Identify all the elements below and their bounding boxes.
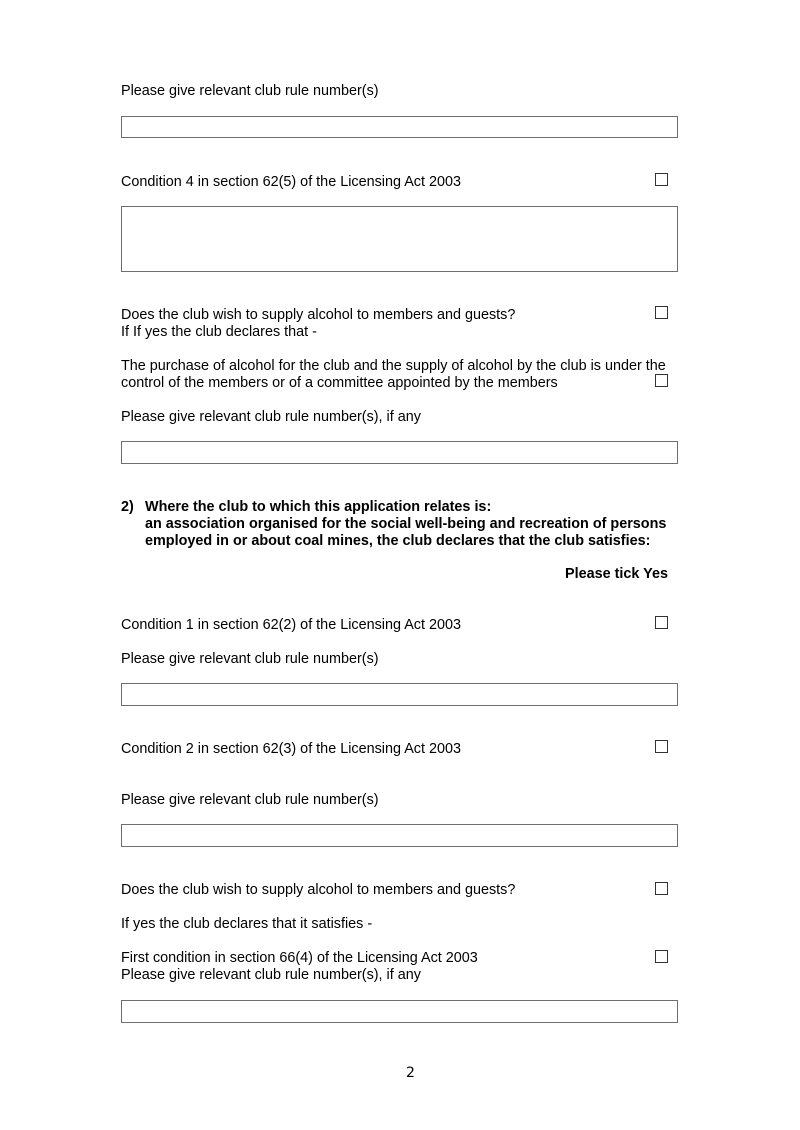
rule-number-field[interactable] bbox=[121, 116, 678, 138]
first-condition-rule-field[interactable] bbox=[121, 1000, 678, 1023]
first-condition-label: First condition in section 66(4) of the Licensing Act 2003 bbox=[121, 950, 478, 966]
purchase-control-line-1: The purchase of alcohol for the club and the supply of alcohol by the club is under the bbox=[121, 358, 666, 374]
condition-2-label: Condition 2 in section 62(3) of the Licensing Act 2003 bbox=[121, 741, 461, 757]
condition-1-rule-field[interactable] bbox=[121, 683, 678, 706]
supply-alcohol-question-2: Does the club wish to supply alcohol to members and guests? bbox=[121, 882, 516, 898]
section-2-heading-line-2: an association organised for the social well-being and recreation of persons bbox=[145, 516, 667, 532]
supply-alcohol-checkbox-2[interactable] bbox=[655, 882, 668, 895]
condition-2-rule-prompt: Please give relevant club rule number(s) bbox=[121, 792, 379, 808]
please-tick-yes-label: Please tick Yes bbox=[565, 566, 668, 582]
purchase-control-checkbox[interactable] bbox=[655, 374, 668, 387]
condition-4-checkbox[interactable] bbox=[655, 173, 668, 186]
condition-4-text-area[interactable] bbox=[121, 206, 678, 272]
condition-1-rule-prompt: Please give relevant club rule number(s) bbox=[121, 651, 379, 667]
rule-number-prompt: Please give relevant club rule number(s) bbox=[121, 83, 379, 99]
supply-alcohol-followup-2: If yes the club declares that it satisfies - bbox=[121, 916, 373, 932]
rule-number-prompt-if-any: Please give relevant club rule number(s), if any bbox=[121, 409, 421, 425]
page-number: 2 bbox=[406, 1065, 415, 1081]
condition-1-label: Condition 1 in section 62(2) of the Licensing Act 2003 bbox=[121, 617, 461, 633]
section-2-heading-line-1: Where the club to which this application relates is: bbox=[145, 499, 492, 515]
section-2-number: 2) bbox=[121, 499, 134, 515]
rule-number-if-any-field[interactable] bbox=[121, 441, 678, 464]
supply-alcohol-question: Does the club wish to supply alcohol to members and guests? bbox=[121, 307, 516, 323]
first-condition-rule-prompt: Please give relevant club rule number(s), if any bbox=[121, 967, 421, 983]
supply-alcohol-checkbox[interactable] bbox=[655, 306, 668, 319]
condition-2-rule-field[interactable] bbox=[121, 824, 678, 847]
condition-2-checkbox[interactable] bbox=[655, 740, 668, 753]
supply-alcohol-followup: If If yes the club declares that - bbox=[121, 324, 317, 340]
condition-4-label: Condition 4 in section 62(5) of the Licensing Act 2003 bbox=[121, 174, 461, 190]
purchase-control-line-2: control of the members or of a committee appointed by the members bbox=[121, 375, 558, 391]
section-2-heading-line-3: employed in or about coal mines, the club declares that the club satisfies: bbox=[145, 533, 651, 549]
first-condition-checkbox[interactable] bbox=[655, 950, 668, 963]
condition-1-checkbox[interactable] bbox=[655, 616, 668, 629]
